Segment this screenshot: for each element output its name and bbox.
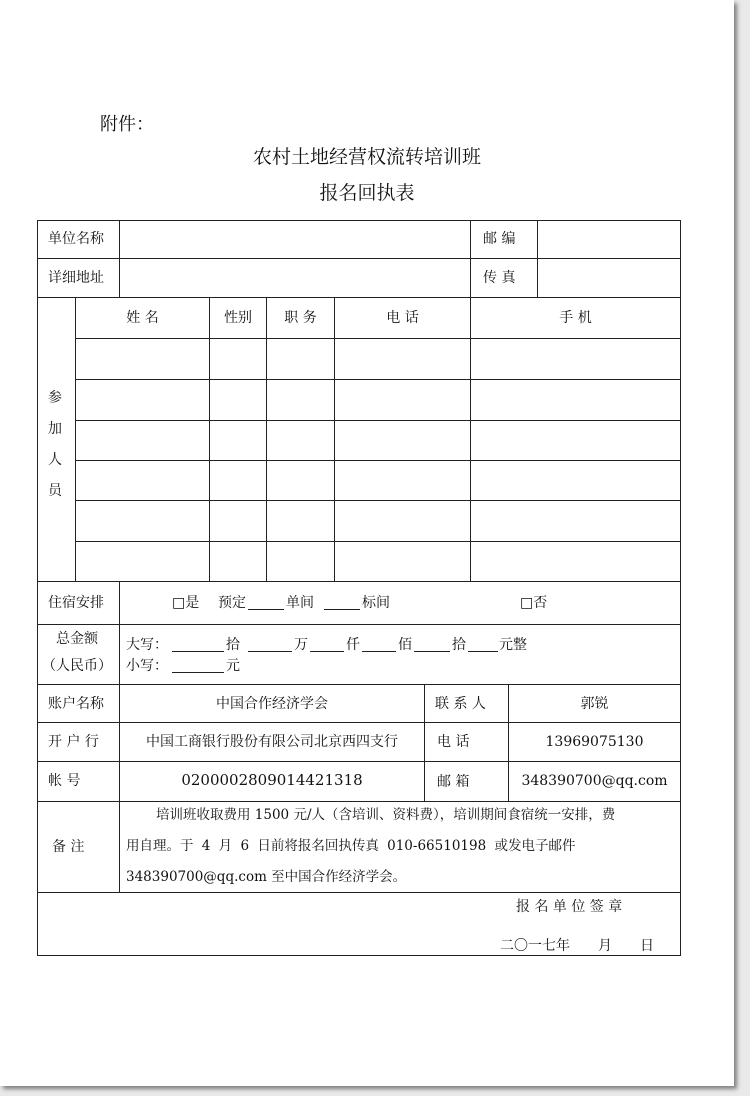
uppercase-label: 大写：: [126, 637, 168, 653]
fax-field[interactable]: [538, 259, 680, 297]
standard-room-label: 标间: [362, 595, 390, 611]
total-amount-label: 总金额: [56, 631, 98, 647]
bank-label: 开 户 行: [48, 734, 99, 750]
email-value: 348390700@qq.com: [521, 773, 668, 789]
single-room-blank[interactable]: [248, 597, 284, 610]
signature-date: 二〇一七年 月 日: [500, 938, 654, 954]
participants-grid[interactable]: [76, 339, 680, 581]
lodging-yes-checkbox[interactable]: □是: [172, 595, 200, 611]
tel-value: 13969075130: [545, 734, 644, 750]
unit-bai: 佰: [398, 637, 412, 653]
amount-shi2-blank[interactable]: [414, 639, 450, 652]
remarks-line-2: 用自理。于 4 月 6 日前将报名回执传真 010-66510198 或发电子邮件: [126, 838, 576, 854]
participants-label: 参加人员: [48, 390, 62, 499]
email-label: 邮 箱: [437, 774, 470, 790]
amount-wan-blank[interactable]: [248, 639, 292, 652]
contact-value: 郭锐: [580, 696, 609, 712]
form-title: 农村土地经营权流转培训班: [252, 146, 481, 168]
unit-wan: 万: [294, 637, 308, 653]
account-name-value: 中国合作经济学会: [216, 696, 328, 712]
lodging-label: 住宿安排: [48, 595, 104, 611]
postcode-label: 邮 编: [483, 231, 516, 247]
remarks-line-3: 348390700@qq.com 至中国合作经济学会。: [126, 869, 407, 885]
unit-name-label: 单位名称: [48, 231, 104, 247]
standard-room-blank[interactable]: [324, 597, 360, 610]
contact-label: 联 系 人: [435, 696, 486, 712]
total-currency-label: （人民币）: [42, 658, 112, 674]
postcode-field[interactable]: [538, 221, 680, 258]
account-number-label: 帐 号: [48, 773, 81, 789]
lodging-reserve-label: 预定: [218, 595, 246, 611]
unit-shi2: 拾: [452, 637, 466, 653]
unit-shi: 拾: [226, 637, 240, 653]
amount-qian-blank[interactable]: [310, 639, 344, 652]
address-field[interactable]: [120, 259, 470, 297]
col-title-header: 职 务: [284, 310, 317, 326]
amount-yuan-blank[interactable]: [468, 639, 498, 652]
fax-label: 传 真: [483, 270, 516, 286]
amount-shi-blank[interactable]: [172, 639, 224, 652]
amount-number-blank[interactable]: [172, 660, 224, 673]
remarks-label: 备 注: [52, 839, 85, 855]
account-name-label: 账户名称: [48, 696, 104, 712]
amount-bai-blank[interactable]: [362, 639, 396, 652]
unit-yuan: 元: [226, 658, 240, 674]
bank-value: 中国工商银行股份有限公司北京西四支行: [146, 734, 398, 750]
attachment-label: 附件：: [100, 114, 154, 135]
col-phone-header: 电 话: [386, 310, 419, 326]
tel-label: 电 话: [437, 734, 470, 750]
unit-qian: 仟: [346, 637, 360, 653]
address-label: 详细地址: [48, 270, 104, 286]
form-subtitle: 报名回执表: [319, 182, 415, 204]
unit-name-field[interactable]: [120, 221, 470, 258]
col-mobile-header: 手 机: [559, 310, 592, 326]
single-room-label: 单间: [286, 595, 314, 611]
col-gender-header: 性别: [224, 310, 252, 326]
signature-label: 报 名 单 位 签 章: [516, 899, 623, 915]
remarks-line-1: 培训班收取费用 1500 元/人（含培训、资料费），培训期间食宿统一安排，费: [156, 807, 616, 823]
lodging-no-checkbox[interactable]: □否: [520, 595, 548, 611]
lowercase-label: 小写：: [126, 658, 168, 674]
account-number-value: 0200002809014421318: [181, 771, 363, 789]
unit-yuanzheng: 元整: [499, 637, 527, 653]
col-name-header: 姓 名: [126, 310, 159, 326]
